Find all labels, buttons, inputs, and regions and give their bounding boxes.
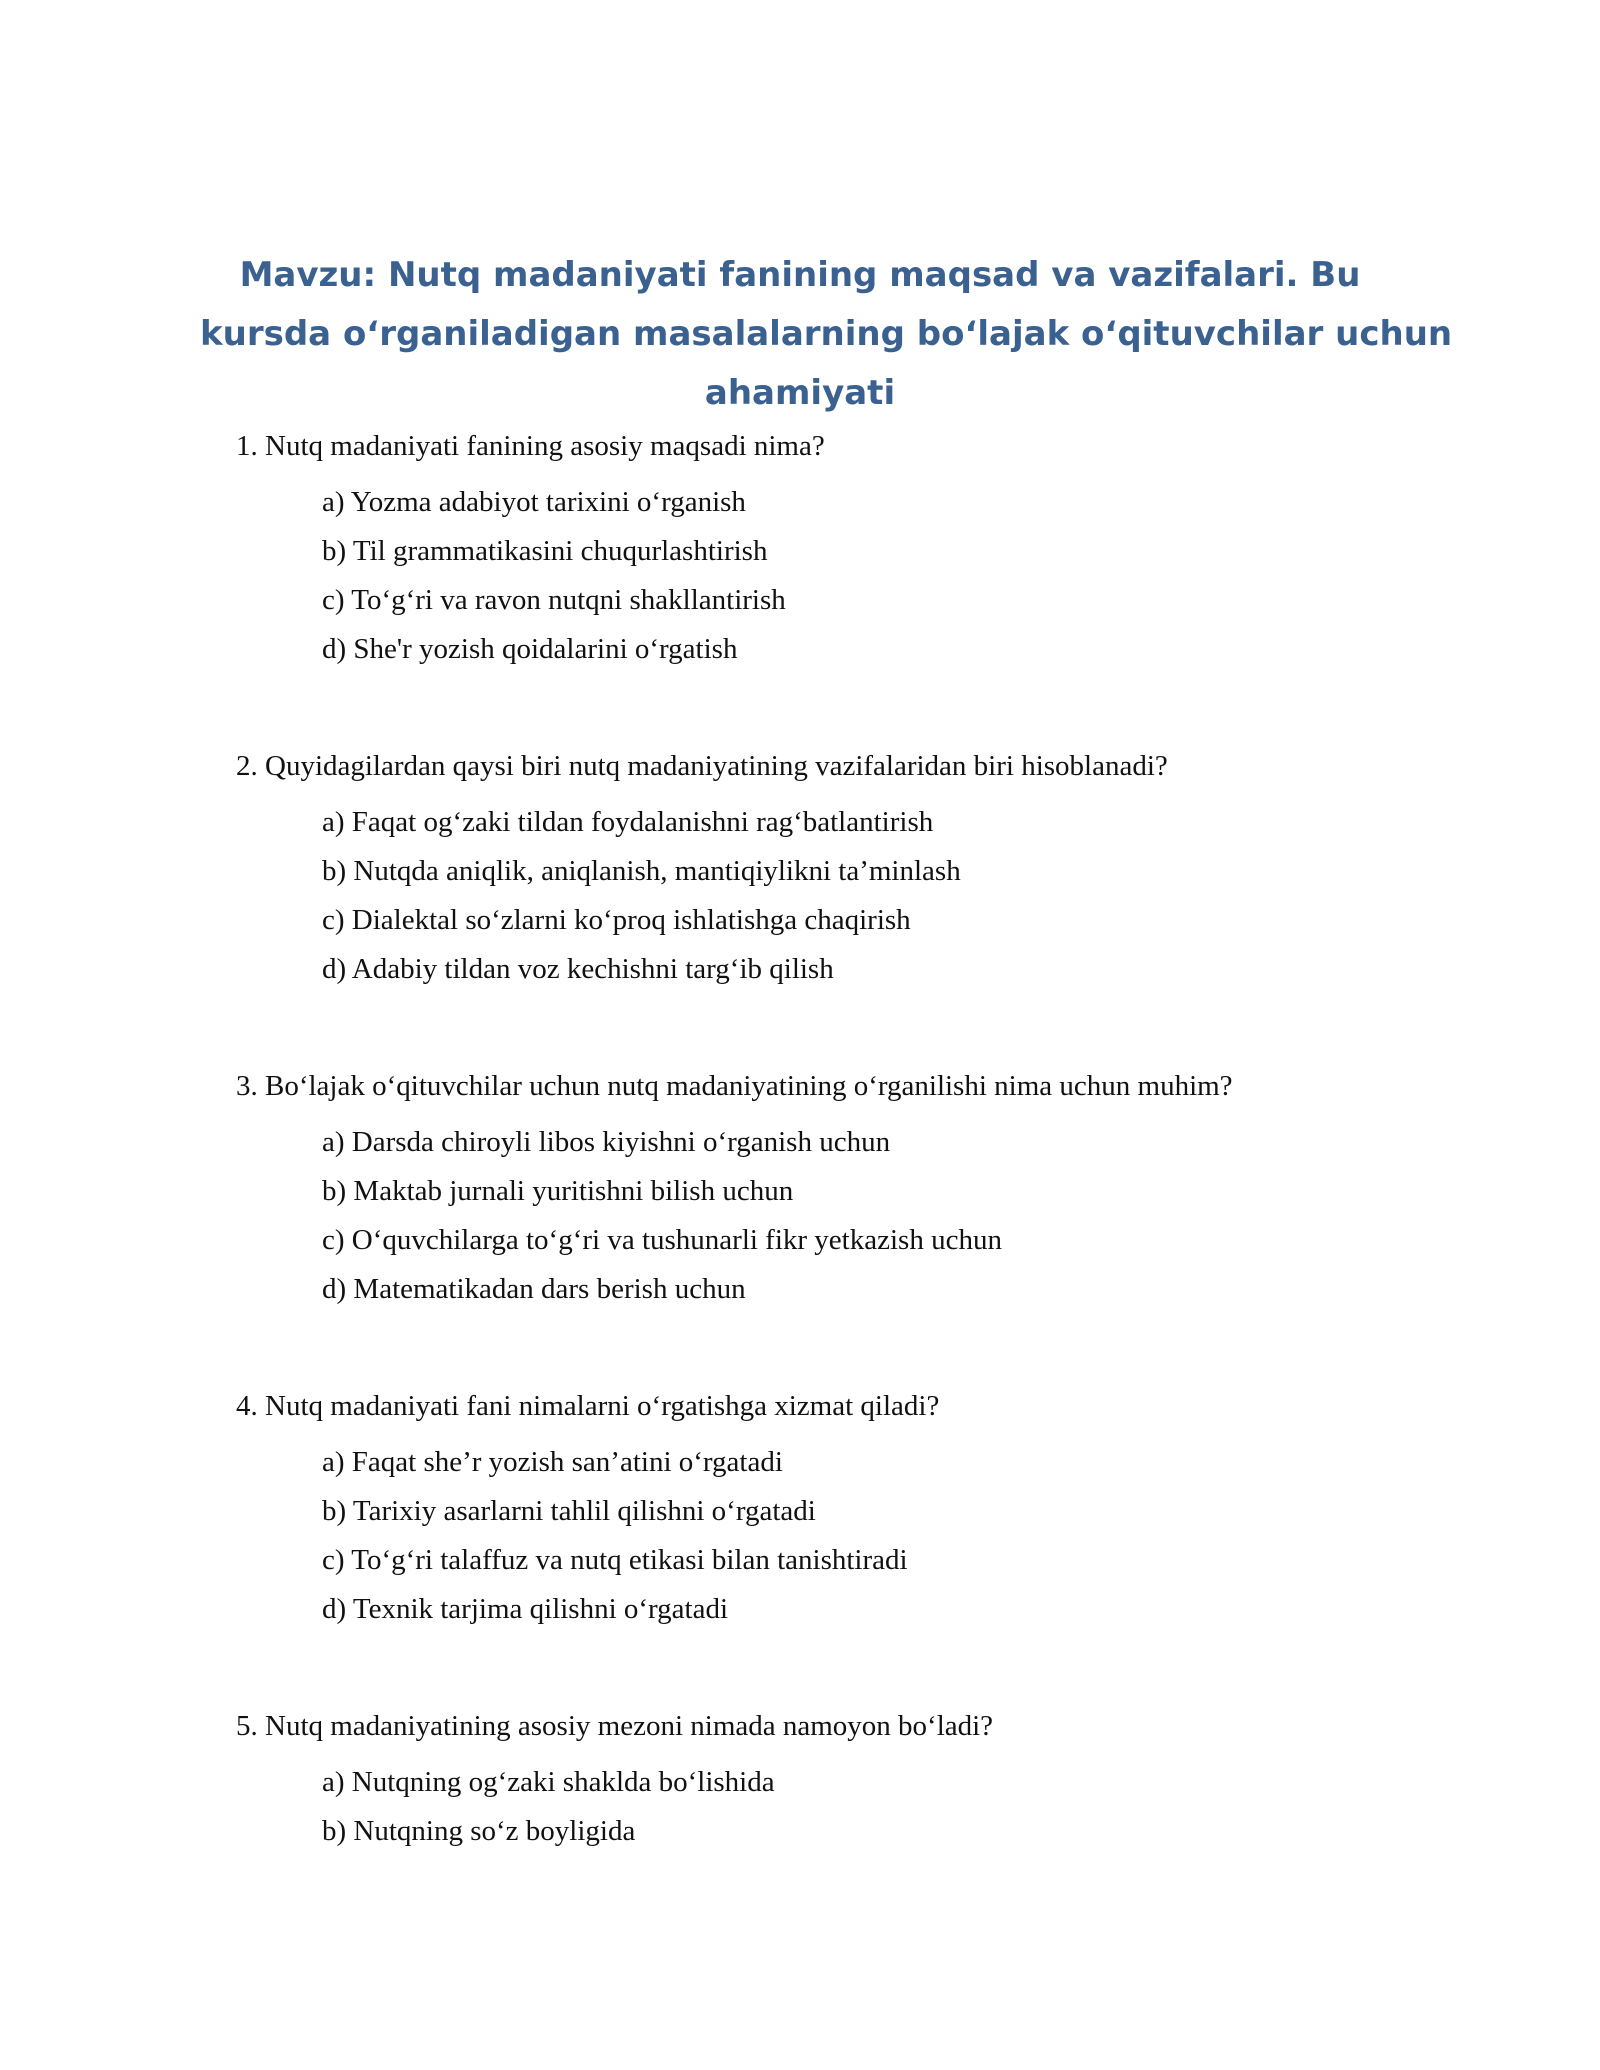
option-c: c) To‘g‘ri talaffuz va nutq etikasi bilan tanishtiradi — [322, 1544, 908, 1576]
question-1 — [236, 422, 1436, 674]
question-4 — [236, 1382, 1436, 1634]
option-c: c) O‘quvchilarga to‘g‘ri va tushunarli fikr yetkazish uchun — [322, 1224, 1002, 1256]
title-line: kursda o‘rganiladigan masalalarning bo‘lajak o‘qituvchilar uchun — [200, 314, 1453, 354]
question-list — [236, 422, 1436, 1924]
title-line: ahamiyati — [704, 373, 896, 413]
option-b: b) Til grammatikasini chuqurlashtirish — [322, 535, 768, 567]
answer-options — [322, 1438, 1436, 1634]
option-b: b) Nutqda aniqlik, aniqlanish, mantiqiylikni ta’minlash — [322, 855, 961, 887]
question-3 — [236, 1062, 1436, 1314]
option-d: d) Adabiy tildan voz kechishni targ‘ib qilish — [322, 953, 834, 985]
answer-options — [322, 478, 1436, 674]
option-a: a) Darsda chiroyli libos kiyishni o‘rganish uchun — [322, 1126, 891, 1158]
option-b: b) Maktab jurnali yuritishni bilish uchun — [322, 1175, 794, 1207]
option-d: d) Matematikadan dars berish uchun — [322, 1273, 746, 1305]
option-a: a) Faqat she’r yozish san’atini o‘rgatadi — [322, 1446, 783, 1478]
option-d: d) She'r yozish qoidalarini o‘rgatish — [322, 633, 738, 665]
option-b: b) Nutqning so‘z boyligida — [322, 1815, 636, 1847]
option-c: c) To‘g‘ri va ravon nutqni shakllantirish — [322, 584, 786, 616]
question-text: 1. Nutq madaniyati fanining asosiy maqsadi nima? — [236, 430, 825, 462]
answer-options — [322, 1118, 1436, 1314]
question-text: 2. Quyidagilardan qaysi biri nutq madaniyatining vazifalaridan biri hisoblanadi? — [236, 750, 1168, 782]
question-text: 5. Nutq madaniyatining asosiy mezoni nimada namoyon bo‘ladi? — [236, 1710, 994, 1742]
page-title — [200, 246, 1453, 423]
option-a: a) Yozma adabiyot tarixini o‘rganish — [322, 486, 746, 518]
answer-options — [322, 798, 1436, 994]
option-c: c) Dialektal so‘zlarni ko‘proq ishlatishga chaqirish — [322, 904, 911, 936]
question-text: 3. Bo‘lajak o‘qituvchilar uchun nutq madaniyatining o‘rganilishi nima uchun muhim? — [236, 1070, 1233, 1102]
title-line: Mavzu: Nutq madaniyati fanining maqsad va vazifalari. Bu — [239, 255, 1361, 295]
option-a: a) Faqat og‘zaki tildan foydalanishni rag‘batlantirish — [322, 806, 934, 838]
question-2 — [236, 742, 1436, 994]
option-b: b) Tarixiy asarlarni tahlil qilishni o‘rgatadi — [322, 1495, 816, 1527]
option-d: d) Texnik tarjima qilishni o‘rgatadi — [322, 1593, 729, 1625]
answer-options — [322, 1758, 1436, 1856]
option-a: a) Nutqning og‘zaki shaklda bo‘lishida — [322, 1766, 775, 1798]
question-5 — [236, 1702, 1436, 1856]
question-text: 4. Nutq madaniyati fani nimalarni o‘rgatishga xizmat qiladi? — [236, 1390, 940, 1422]
